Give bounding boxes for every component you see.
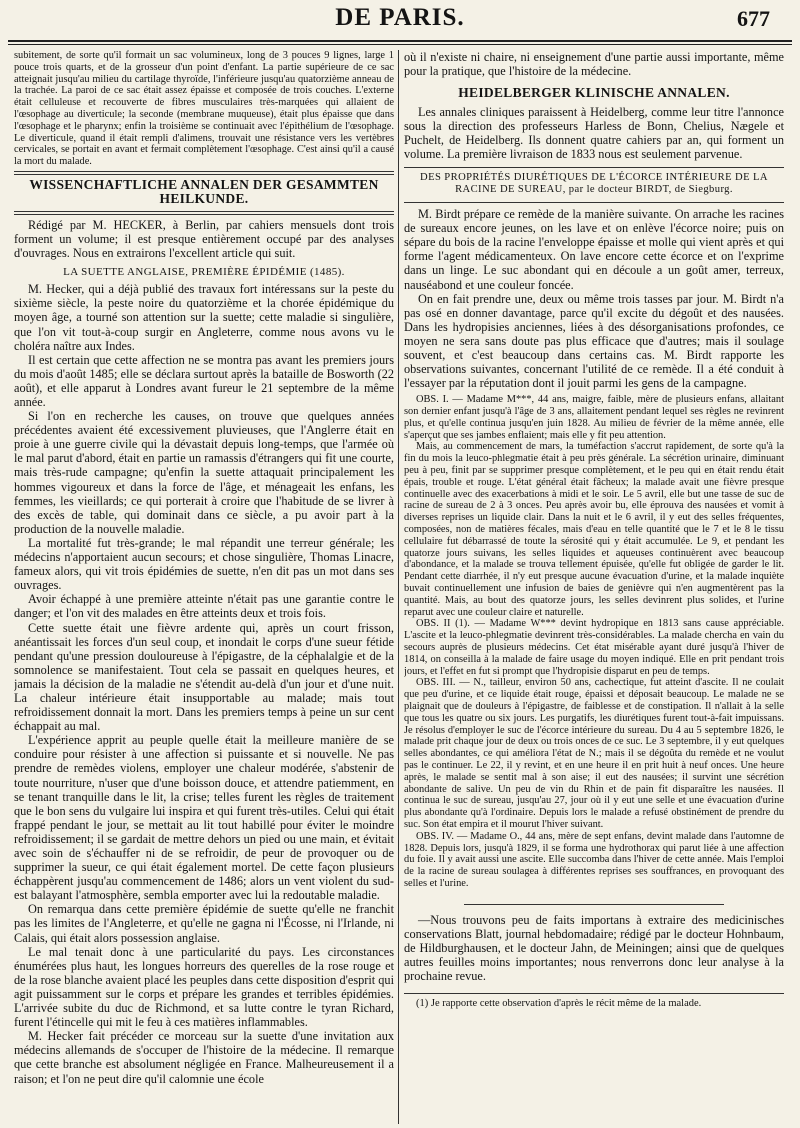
column-divider (398, 50, 399, 1124)
section-intro: Les annales cliniques paraissent à Heidelberg, comme leur titre l'annonce sous la direction des professeurs Harless de Bonn, Chelius, Nægele et Puchelt, de Heidelberg. Ils donnent quatre cahiers par an, qui forment un volume. La première livraison de 1833 nous est seulement parvenue. (404, 104, 784, 161)
page-header (0, 0, 800, 46)
footnote: (1) Je rapporte cette observation d'après le récit même de la malade. (416, 998, 702, 1010)
article-paragraph: Si l'on en recherche les causes, on trouve que quelques années précédentes avaient été excessivement pluvieuses, que l'Anglerre était en proie à une guerre civile qui la dévastait depuis long-temps, que l'armée où le mal parut d'abord, était en partie un ramassis d'étrangers qui fit une courte, mais très-rude campagne; qu'enfin la suette attaquait principalement les hommes vigoureux et dans la force de l'âge, et ménageait les enfans, les femmes, les vieillards; ce qui porterait à croire que l'habitude de se livrer à des excès de table, qui dominait dans ce siècle, a pu avoir part à la production de la nouvelle maladie. (14, 409, 394, 536)
continued-paragraph: subitement, de sorte qu'il formait un sac volumineux, long de 3 pouces 9 lignes, large 1 pouce trois quarts, et de la grosseur d'un point d'enfant. La partie supérieure de ce sac atteignait jusqu'au milieu du cartilage thyroïde, l'inférieure jusqu'au quatorzième anneau de la trachée. La paroi de ce sac était assez épaisse et composée de trois couches. L'externe était celluleuse et recouverte de fibres musculaires très-marquées qui allaient de l'œsophage au diverticule; la seconde (membrane muqueuse), était plus épaisse que dans l'œsophage et le pharynx; enfin la troisième se continuait avec l'épithélium de l'œsophage. Le diverticule, quand il était rempli d'alimens, trouvait une résistance vers les vertèbres cervicales, se portait en avant et fermait complètement l'œsophage. C'est ainsi qu'il a causé la mort du malade. (14, 50, 394, 168)
page-title: DE PARIS. (335, 4, 465, 31)
observation: OBS. III. — N., tailleur, environ 50 ans, cachectique, fut atteint d'ascite. Il ne coulait que peu d'urine, et ce liquide était rouge, épaissi et déposait beaucoup. Le malade ne se plaignait que de douleurs à l'épigastre, de faiblesse et de constipation. Il n'allait à la selle que tous les quatre ou six jours. Les purgatifs, les diurétiques furent tout-à-fait impuissans. Je résolus d'employer le suc de l'écorce intérieure du sureau. Du 4 au 5 septembre 1826, le malade prit chaque jour de deux ou trois onces de ce suc. Le 3 septembre, il y eut quelques selles abondantes, ce qui améliora l'état de N.; mais il se dégoûta du remède et ne voulut pas le continuer. Le 22, il y revint, et en une heure il en prit huit à neuf onces. Une heure après, le malade se sentit mal à son aise; il eut des nausées; il survint une sécrétion abondante de salive. Un peu de vin du Rhin et de pain fit disparaître les nausées. Il continua le suc de sureau, jusqu'au 27, jour où il y eut une selle et une évacuation d'urine plus abondante qu'à l'ordinaire. Depuis lors le malade a refusé obstinément de prendre du suc. Son état empira et il mourut l'hiver suivant. (404, 677, 784, 830)
article-paragraph: M. Hecker, qui a déjà publié des travaux fort intéressans sur la peste du sixième siècle, la peste noire du quatorzième et la chorée épidémique du moyen âge, a tourné son attention sur la suette; cette maladie si singulière, que l'on vit tout-à-coup surgir en Angleterre, comme nous avons vu le choléra naître aux Indes. (14, 282, 394, 353)
left-column (14, 50, 394, 1124)
observation: Mais, au commencement de mars, la tuméfaction s'accrut rapidement, de sorte qu'à la fin du mois la leuco-phlegmatie était à peu près générale. La sécrétion urinaire, diminuant peu à peu, finit par se supprimer presque complètement, et le peu qui en était rendu était épais, trouble et rouge. L'état général était fâcheux; la malade avait une fièvre presque continuelle avec des exacerbations à midi et le soir. Le 5 avril, elle but une tasse de suc de racine de sureau de 2 à 3 onces. Peu après avoir bu, elle éprouva des nausées et vomit à diverses reprises un liquide clair. Dans la nuit et le 6 avril, il y eut des selles fréquentes, composées, non de matières fécales, mais d'eau en telle quantité que le 7 et le 8 le tissu cellulaire fut débarrassé de toute la sérosité qui y était accumulée. Le 9, et pendant les quatorze jours suivans, les selles liquides et aqueuses continuèrent avec beaucoup d'abondance, et la malade se trouva tellement épuisée, qu'elle fut obligée de garder le lit. Pendant cette diarrhée, il n'y eut presque aucune évacuation d'urine, et la malade inquiète buvait continuellement une infusion de baies de genièvre qui n'en augmentèrent pas la quantité. Mais, au bout des quatorze jours, les selles devinrent plus solides, et l'urine reparut avec une couleur claire et naturelle. (404, 441, 784, 618)
section-rule (14, 171, 394, 175)
article-subtitle: LA SUETTE ANGLAISE, PREMIÈRE ÉPIDÉMIE (1485). (63, 266, 345, 279)
article-paragraph: On remarqua dans cette première épidémie de suette qu'elle ne franchit pas les limites de l'Angleterre, et qu'elle ne gagna ni l'Écosse, ni l'Irlande, ni Calais, qui était alors possession anglaise. (14, 902, 394, 945)
article-rule (404, 202, 784, 203)
closing-paragraph: —Nous trouvons peu de faits importans à extraire des medicinisches conservations Blatt, journal hebdomadaire; rédigé par le docteur Hohnbaum, de Hildburghausen, et le docteur Jahn, de Meiningen; ainsi que de quelques autres feuilles moins importantes; nous renverrons donc leur analyse à la prochaine revue. (404, 912, 784, 984)
article-paragraph: Cette suette était une fièvre ardente qui, après un court frisson, anéantissait les forces d'un seul coup, et inondait le corps d'une sueur fétide pendant qu'une pression douloureuse à l'épigastre, de la céphalalgie et de la somnolence se manifestaient. Tout cela se passait en quelques heures, et jamais la décision de la maladie ne s'étendit au-delà d'un jour et d'une nuit. La chaleur intérieure était insupportable au malade; mais tout refroidissement donnait la mort. Dans les premiers temps à peine un sur cent échappait au mal. (14, 620, 394, 734)
article-paragraph: Il est certain que cette affection ne se montra pas avant les premiers jours du mois d'août 1485; elle se déclara surtout après la bataille de Bosworth (22 août), et elle apparut à Londres avant fureur le 21 septembre de la même année. (14, 352, 394, 409)
closing-rule (464, 904, 724, 905)
article-paragraph: On en fait prendre une, deux ou même trois tasses par jour. M. Birdt n'a pas osé en donner davantage, parce qu'il excite du dégoût et des nausées. Dans les hydropisies anciennes, liées à des désorganisations profondes, ce moyen ne sera sans doute pas plus efficace que d'autres; mais il soulage souvent, et c'est beaucoup dans certains cas. M. Birdt rapporte les observations suivantes, concernant l'utilité de ce remède. Il a été conduit à l'essayer par la réputation dont il jouit parmi les gens de la campagne. (404, 291, 784, 391)
header-rule (8, 40, 792, 42)
observation: OBS. II (1). — Madame W*** devint hydropique en 1813 sans cause appréciable. L'ascite et la leuco-phlegmatie devinrent très-considérables. La malade chercha en vain du secours auprès de plusieurs médecins. Cet état misérable ayant duré jusqu'à l'hiver de 1814, on conseilla à la malade de faire usage du moyen indiqué. Elle en prit pendant trois jours, et l'effet en fut si prompt que l'hydropisie disparut en peu de temps. (404, 618, 784, 677)
article-rule (404, 167, 784, 168)
right-column (404, 50, 784, 1124)
section-title: HEIDELBERGER KLINISCHE ANNALEN. (458, 85, 730, 101)
article-paragraph: Avoir échappé à une première atteinte n'était pas une garantie contre le danger; et l'on vit des malades en être atteints deux et trois fois. (14, 592, 394, 621)
article-title: DES PROPRIÉTÉS DIURÉTIQUES DE L'ÉCORCE INTÉRIEURE DE LA RACINE DE SUREAU, par le docteur BIRDT, de Siegburg. (420, 172, 768, 196)
section-intro: Rédigé par M. HECKER, à Berlin, par cahiers mensuels dont trois forment un volume; il est presque entièrement occupé par des analyses d'ouvrages. Nous en extrairons l'excellent article qui suit. (14, 217, 394, 261)
page-number: 677 (737, 6, 770, 31)
continued-paragraph: où il n'existe ni chaire, ni enseignement d'une partie aussi importante, même pour la pratique, que l'histoire de la médecine. (404, 50, 784, 79)
article-paragraph: La mortalité fut très-grande; le mal répandit une terreur générale; les médecins n'apportaient aucun secours; et chose singulière, Thomas Linacre, fameux alors, qui vit trois épidémies de suette, n'en dit pas un mot dans ses ouvrages. (14, 535, 394, 593)
article-paragraph: M. Birdt prépare ce remède de la manière suivante. On arrache les racines de sureaux encore jeunes, on les lave et on enlève l'écorce noire; puis on sépare du bois de la racine l'enveloppe épaisse et molle qui vient après et qui forme l'agent médicamenteux. On lave encore cette écorce et on l'exprime dans un linge. Le suc abondant qui en découle a un goût amer, terreux, nauséabond et une couleur foncée. (404, 207, 784, 292)
observation: OBS. IV. — Madame O., 44 ans, mère de sept enfans, devint malade dans l'automne de 1828. Depuis lors, jusqu'à 1829, il se forma une hydrothorax qui parut liée à une affection du foie. Il y avait aussi une ascite. Elle succomba dans l'hiver de cette année. Mais l'emploi de la racine de sureau soulagea à différentes reprises ses souffrances, en provoquant des selles et l'urine. (404, 830, 784, 889)
footnote-rule (404, 993, 784, 994)
section-rule (14, 211, 394, 215)
section-title: WISSENCHAFTLICHE ANNALEN DER GESAMMTEN HEILKUNDE. (29, 176, 379, 207)
article-paragraph: Le mal tenait donc à une particularité du pays. Les circonstances énumérées plus haut, les longues horreurs des querelles de la rose rouge et de la rose blanche avaient placé les peuples dans cette disposition d'esprit qui agit puissamment sur le corps et prépare les grandes et terribles épidémies. L'arrivée subite du duc de Richmond, et sa lutte contre le tyran Richard, furent l'étincelle qui mit le feu à ces matières inflammables. (14, 944, 394, 1030)
article-paragraph: L'expérience apprit au peuple quelle était la meilleure manière de se conduire pour résister à une affection si puissante et si nouvelle. Ne pas prendre de remèdes violens, employer une chaleur modérée, s'abstenir de toute nourriture, n'user que d'une boisson douce, et attendre patiemment, en se tenant tranquille dans le lit, la crise; telles furent les règles de traitement que le bon sens du vulgaire lui inspira et qui furent très-utiles. Celui qui était frappé pendant le jour, se mettait au lit tout habillé pour éviter le moindre refroidissement; il se gardait de mettre dehors un pied ou une main, et évitait avec soin de s'échauffer ni de se refroidir, de peur de provoquer ou de supprimer la sueur, ce qui était également mortel. De cette façon plusieurs échappèrent jusqu'au commencement de 1486; alors un vent violent du sud-est balayant l'atmosphère, sembla emporter avec lui la redoutable maladie. (14, 733, 394, 903)
article-paragraph: M. Hecker fait précéder ce morceau sur la suette d'une invitation aux médecins allemands de s'occuper de l'histoire de la médecine. Il remarque que cette branche est absolument négligée en France. Malheureusement il a raison; et l'on ne peut dire qu'il calomnie une école (14, 1029, 394, 1086)
observation: OBS. I. — Madame M***, 44 ans, maigre, faible, mère de plusieurs enfans, allaitant son dernier enfant jusqu'à l'âge de 3 ans, allaitement pendant lequel ses règles ne revinrent plus, et qu'elle continua jusqu'en juin 1828. Au milieu de février de la même année, elle s'aperçut que ses jambes enflaient; mais elle y fit peu attention. (404, 394, 784, 441)
header-rule-thin (8, 44, 792, 45)
